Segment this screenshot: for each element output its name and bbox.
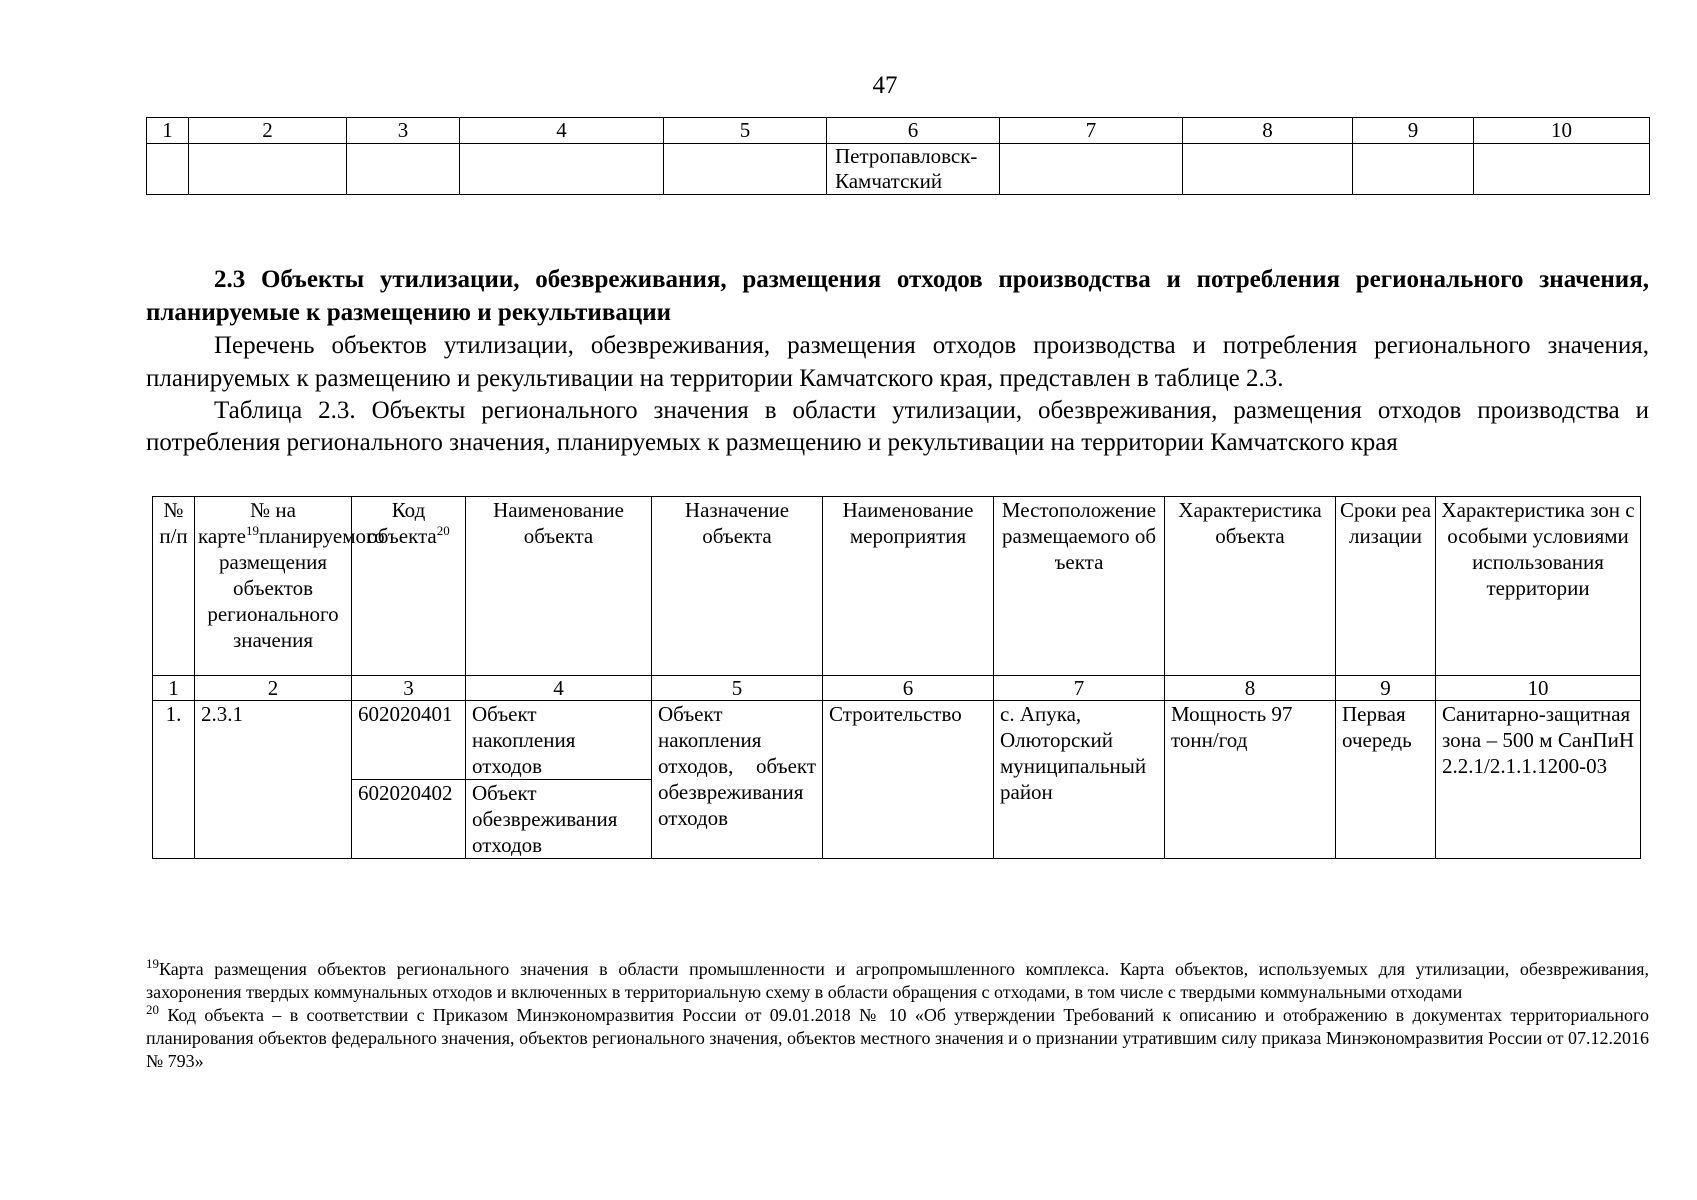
row-number: 1.	[153, 701, 195, 859]
table-row	[153, 701, 1641, 780]
footnote-text: Карта размещения объектов регионального значения в области промышленности и агропромышленного комплекса. Карта объектов, используемых для утилизации, обезвреживания, захоронения твердых коммунальных отходов и включенных в территориальную схему в области обращения с отходами, в том числе с твердыми коммунальными отходами	[146, 959, 1649, 1002]
characteristic: Мощность 97 тонн/год	[1165, 701, 1336, 859]
header-cell: Местоположение размещаемого объекта	[994, 497, 1165, 676]
column-number: 5	[664, 118, 827, 144]
object-code: 602020401	[352, 701, 466, 780]
zones-characteristic: Санитарно-защитная зона – 500 м СанПиН 2.2.1/2.1.1.1200-03	[1436, 701, 1641, 859]
column-number: 7	[994, 676, 1165, 701]
column-number: 6	[827, 118, 1000, 144]
column-number: 4	[466, 676, 652, 701]
column-number: 10	[1436, 676, 1641, 701]
table-cell	[1000, 144, 1183, 195]
table-cell	[189, 144, 347, 195]
table-caption: Таблица 2.3. Объекты регионального значения в области утилизации, обезвреживания, размещения отходов производства и потребления регионального значения, планируемых к размещению и рекультивации на территории Камчатского края	[146, 397, 1649, 456]
footnote-mark: 19	[146, 956, 159, 971]
column-number: 9	[1336, 676, 1436, 701]
page-number: 47	[872, 72, 898, 99]
column-number: 6	[823, 676, 994, 701]
table-row	[147, 144, 1650, 195]
header-cell	[195, 497, 385, 676]
header-cell: Сроки реализации	[1336, 497, 1436, 676]
column-number: 3	[352, 676, 466, 701]
header-cell: Характеристика зон с особыми условиями использования территории	[1436, 497, 1641, 676]
footnote-19	[146, 958, 1649, 1004]
column-number: 2	[189, 118, 347, 144]
object-code: 602020402	[352, 780, 466, 859]
column-number-row	[147, 118, 1650, 144]
table-cell-location: Петропавловск-Камчатский	[827, 144, 1000, 195]
header-cell: Характеристика объекта	[1165, 497, 1336, 676]
section-heading: 2.3 Объекты утилизации, обезвреживания, размещения отходов производства и потребления регионального значения, планируемые к размещению и рекультивации	[146, 266, 1649, 326]
section-paragraph: Перечень объектов утилизации, обезвреживания, размещения отходов производства и потребления регионального значения, планируемых к размещению и рекультивации на территории Камчатского края, представлен в таблице 2.3.	[146, 332, 1649, 392]
header-text: № на карте	[198, 498, 296, 548]
column-number: 1	[153, 676, 195, 701]
footnote-text: Код объекта – в соответствии с Приказом Минэкономразвития России от 09.01.2018 № 10 «Об утверждении Требований к описанию и отображению в документах территориального планирования объектов федерального значения, объектов регионального значения, объектов местного значения и о признании утратившим силу приказа Минэкономразвития России от 07.12.2016 № 793»	[146, 1005, 1649, 1071]
header-cell: № п/п	[153, 497, 195, 676]
column-number-row	[153, 676, 1641, 701]
object-purpose: Объект накопления отходов, объект обезвреживания отходов	[652, 701, 823, 859]
object-name: Объект обезвреживания отходов	[466, 780, 652, 859]
column-number: 10	[1474, 118, 1650, 144]
column-number: 7	[1000, 118, 1183, 144]
continuation-table	[146, 117, 1650, 195]
table-cell	[1353, 144, 1474, 195]
column-number: 2	[195, 676, 352, 701]
column-number: 4	[460, 118, 664, 144]
footnote-mark: 20	[146, 1002, 159, 1017]
footnote-ref: 19	[245, 523, 259, 538]
footnotes	[146, 958, 1649, 1073]
column-number: 1	[147, 118, 189, 144]
term: Первая очередь	[1336, 701, 1436, 859]
table-cell	[664, 144, 827, 195]
footnote-ref: 20	[436, 523, 450, 538]
column-number: 8	[1183, 118, 1353, 144]
object-name: Объект накопления отходов	[466, 701, 652, 780]
table-cell	[460, 144, 664, 195]
header-cell: Наименование мероприятия	[823, 497, 994, 676]
objects-table	[152, 496, 1641, 859]
column-number: 3	[347, 118, 460, 144]
section-text	[146, 263, 1649, 459]
table-cell	[147, 144, 189, 195]
column-number: 9	[1353, 118, 1474, 144]
header-text: Код объекта	[367, 498, 437, 548]
header-cell: Назначение объекта	[652, 497, 823, 676]
table-cell	[347, 144, 460, 195]
table-cell	[1183, 144, 1353, 195]
header-row	[153, 497, 1641, 676]
measure: Строительство	[823, 701, 994, 859]
footnote-20	[146, 1004, 1649, 1073]
header-cell	[352, 497, 466, 676]
header-cell: Наименование объекта	[466, 497, 652, 676]
column-number: 5	[652, 676, 823, 701]
header-text: планируемого размещения объектов регионального значения	[207, 524, 385, 652]
location: с. Апука, Олюторский муниципальный район	[994, 701, 1165, 859]
map-number: 2.3.1	[195, 701, 352, 859]
column-number: 8	[1165, 676, 1336, 701]
table-cell	[1474, 144, 1650, 195]
